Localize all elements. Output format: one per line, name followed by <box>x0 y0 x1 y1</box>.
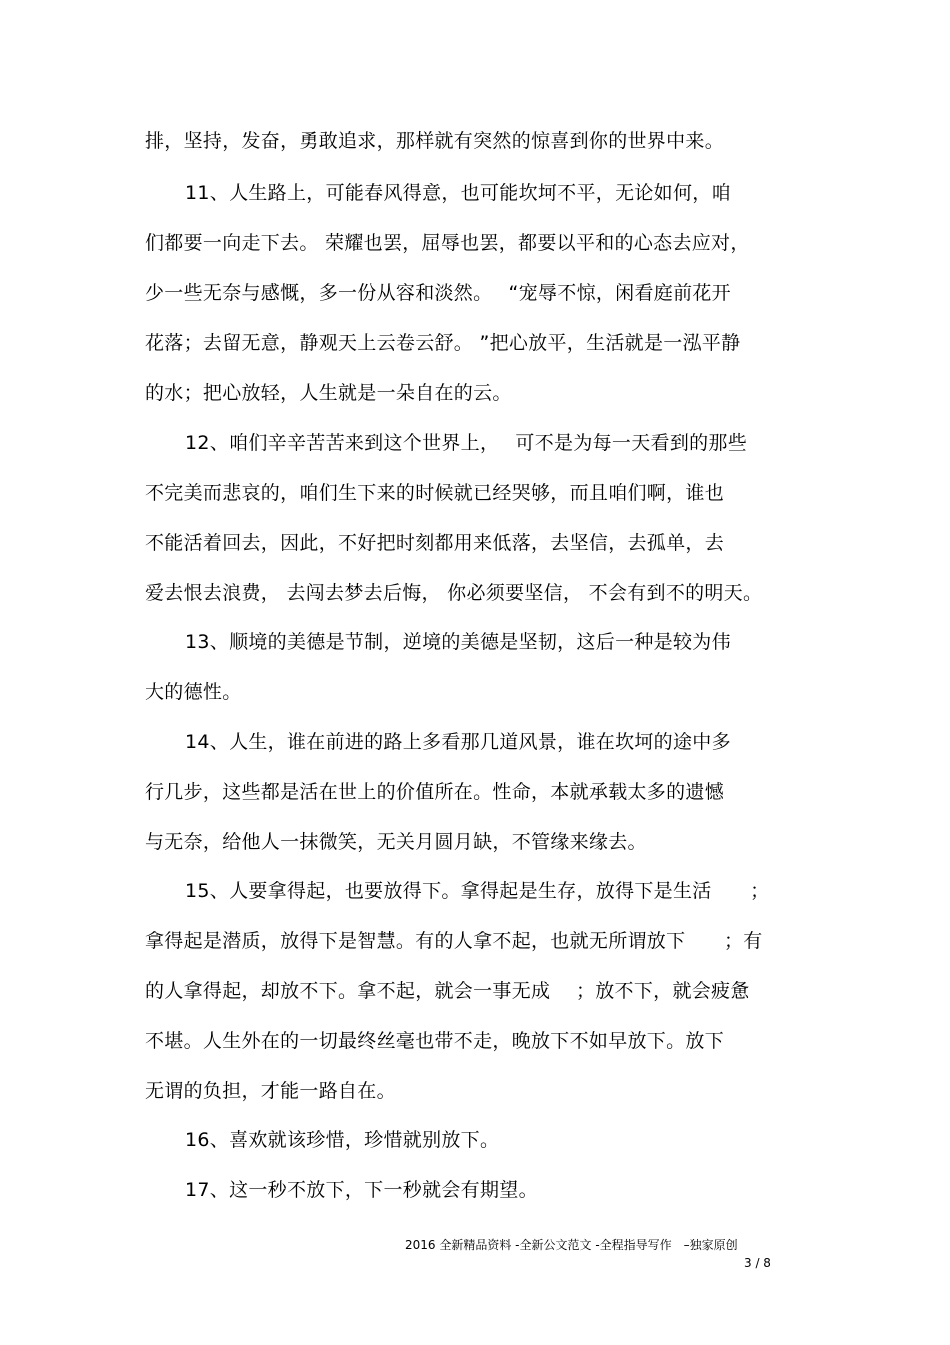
text-line: 大的德性。 <box>145 681 242 703</box>
text-line: 不能活着回去，因此，不好把时刻都用来低落，去坚信，去孤单，去 <box>145 532 725 554</box>
text-line: 行几步，这些都是活在世上的价值所在。性命，本就承载太多的遗憾 <box>145 781 725 803</box>
text-line: 17、这一秒不放下，下一秒就会有期望。 <box>185 1179 538 1201</box>
text-line: 13、顺境的美德是节制，逆境的美德是坚韧，这后一种是较为伟 <box>185 631 731 653</box>
text-line: 不堪。人生外在的一切最终丝毫也带不走，晚放下不如早放下。放下 <box>145 1030 725 1052</box>
text-line: 爱去恨去浪费， 去闯去梦去后悔， 你必须要坚信， 不会有到不的明天。 <box>145 582 763 604</box>
page-number: 3 / 8 <box>744 1256 771 1270</box>
text-line: 不完美而悲哀的，咱们生下来的时候就已经哭够，而且咱们啊，谁也 <box>145 482 725 504</box>
text-line: 的人拿得起，却放不下。拿不起，就会一事无成 ；放不下，就会疲惫 <box>145 980 750 1002</box>
text-line: 无谓的负担，才能一路自在。 <box>145 1080 396 1102</box>
text-line: 拿得起是潜质，放得下是智慧。有的人拿不起，也就无所谓放下 ；有 <box>145 930 763 952</box>
text-line: 们都要一向走下去。 荣耀也罢，屈辱也罢，都要以平和的心态去应对， <box>145 232 750 254</box>
text-line: 12、咱们辛辛苦苦来到这个世界上， 可不是为每一天看到的那些 <box>185 432 748 454</box>
text-line: 14、人生，谁在前进的路上多看那几道风景，谁在坎坷的途中多 <box>185 731 731 753</box>
text-line: 花落；去留无意，静观天上云卷云舒。 ”把心放平，生活就是一泓平静 <box>145 332 741 354</box>
text-line: 排，坚持，发奋，勇敢追求，那样就有突然的惊喜到你的世界中来。 <box>145 130 725 152</box>
text-line: 少一些无奈与感慨，多一份从容和淡然。 “宠辱不惊，闲看庭前花开 <box>145 282 731 304</box>
text-line: 16、喜欢就该珍惜，珍惜就别放下。 <box>185 1129 500 1151</box>
text-line: 11、人生路上，可能春风得意，也可能坎坷不平，无论如何，咱 <box>185 182 731 204</box>
text-line: 15、人要拿得起，也要放得下。拿得起是生存，放得下是生活 ； <box>185 880 770 902</box>
page-footer: 2016 全新精品资料 -全新公文范文 -全程指导写作 –独家原创 <box>405 1238 738 1252</box>
text-line: 与无奈，给他人一抹微笑，无关月圆月缺，不管缘来缘去。 <box>145 831 647 853</box>
text-line: 的水；把心放轻，人生就是一朵自在的云。 <box>145 382 512 404</box>
